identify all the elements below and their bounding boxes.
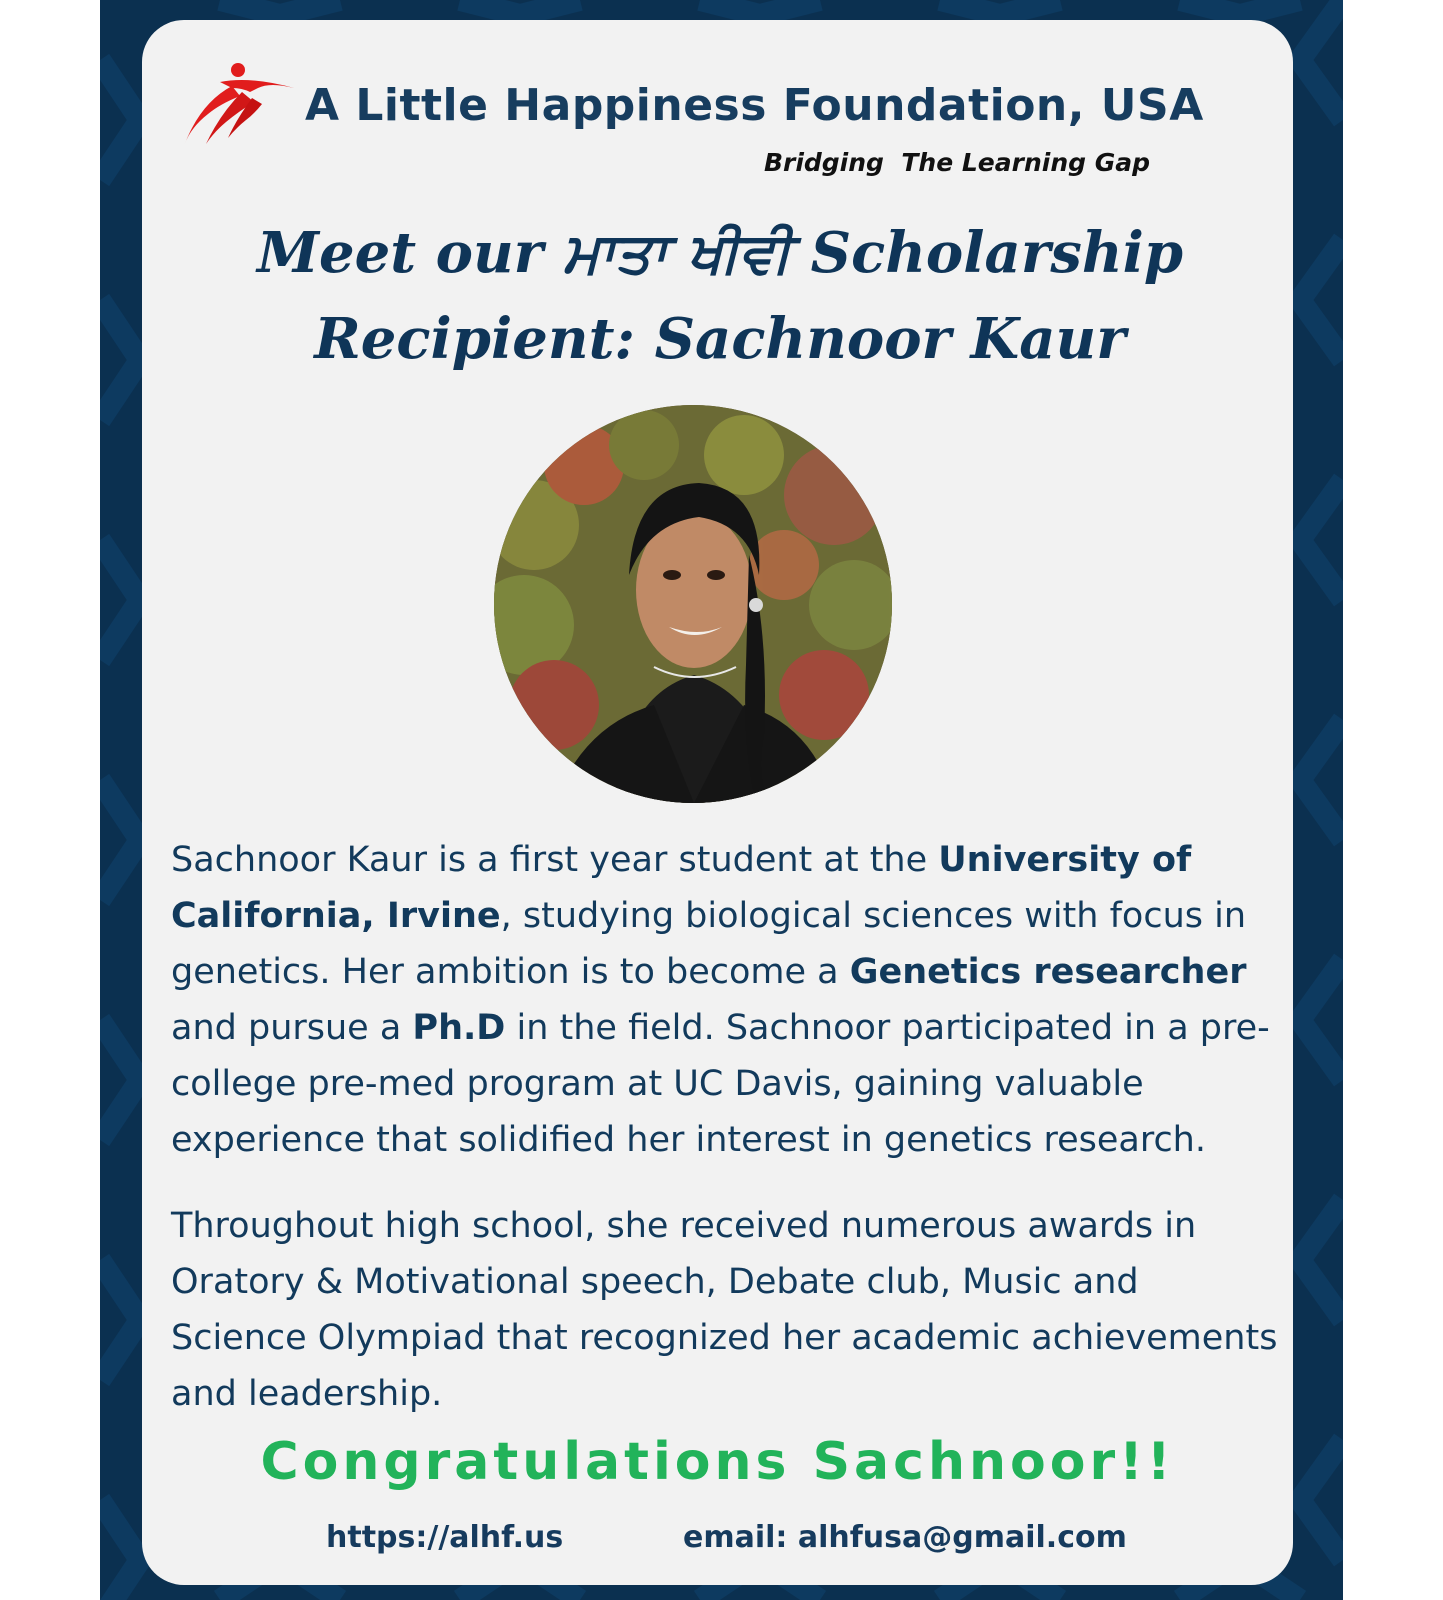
bio-paragraph-1: [171, 832, 1281, 1168]
bio-paragraph-2: Throughout high school, she received numerous awards in Oratory & Motivational speech, Debate club, Music and Science Olympiad that recognized her academic achievements and leadership.: [171, 1206, 1278, 1414]
bio-text: , studying biological sciences with focus in genetics. Her ambition is to become a: [171, 896, 1247, 992]
recipient-photo: [494, 405, 892, 803]
page-title: Meet our ਮਾਤਾ ਖੀਵੀ Scholarship Recipient: Sachnoor Kaur: [257, 220, 1183, 372]
bio-highlight-career: Genetics researcher: [849, 952, 1247, 992]
recipient-portrait-image: [494, 405, 892, 803]
recipient-bio: [171, 832, 1281, 1452]
bio-text: Sachnoor Kaur is a first year student at the: [171, 840, 939, 880]
bio-highlight-degree: Ph.D: [412, 1008, 506, 1048]
bio-highlight-university: University of California, Irvine: [171, 840, 1192, 936]
website-link[interactable]: https://alhf.us: [326, 1520, 564, 1555]
organization-name: A Little Happiness Foundation, USA: [305, 80, 1204, 131]
bio-text: in the field. Sachnoor participated in a pre-college pre-med program at UC Davis, gaining valuable experience that solidified her interest in genetics research.: [171, 1008, 1270, 1160]
organization-tagline: Bridging The Learning Gap: [763, 148, 1150, 177]
congratulations-message: Congratulations Sachnoor!!: [260, 1432, 1175, 1492]
bio-text: and pursue a: [171, 1008, 413, 1048]
email-contact[interactable]: email: alhfusa@gmail.com: [683, 1520, 1127, 1555]
foundation-logo-icon: [180, 58, 298, 152]
